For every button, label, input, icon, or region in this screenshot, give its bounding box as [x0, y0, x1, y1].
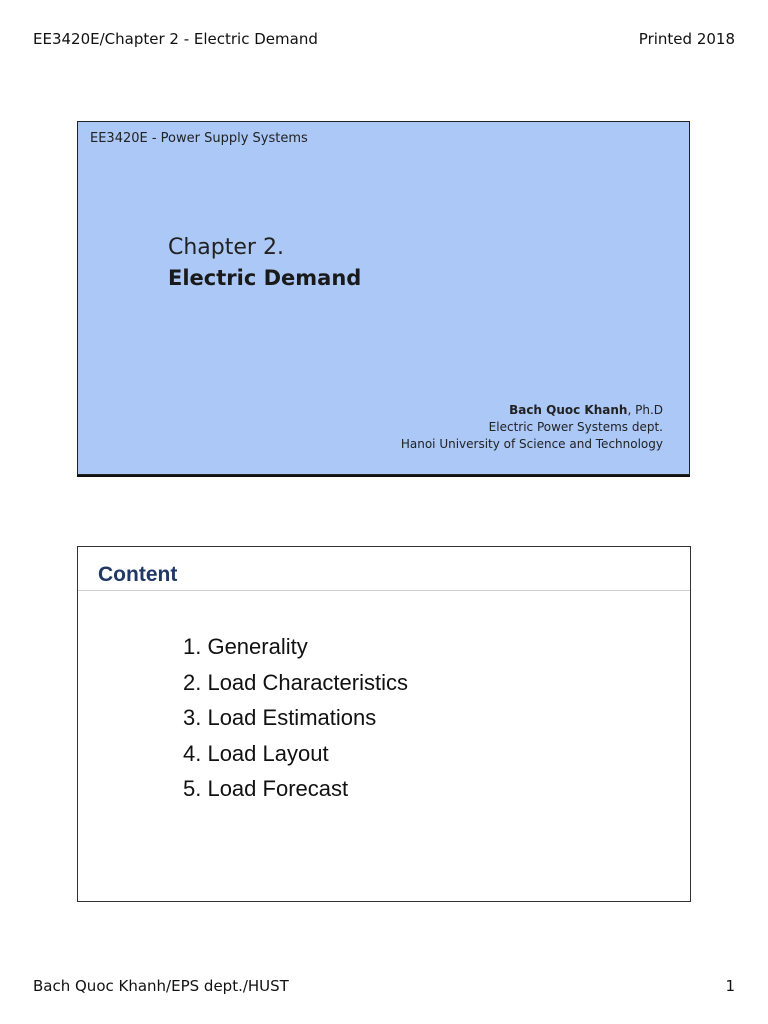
page-header-title: EE3420E/Chapter 2 - Electric Demand: [33, 30, 318, 48]
author-university: Hanoi University of Science and Technology: [400, 437, 663, 451]
list-item: 2. Load Characteristics: [183, 669, 408, 695]
list-item: 3. Load Estimations: [183, 705, 377, 730]
course-name: EE3420E - Power Supply Systems: [90, 131, 308, 146]
list-item: 5. Load Forecast: [183, 776, 349, 801]
author-line: [401, 402, 663, 419]
content-slide: [77, 546, 691, 902]
chapter-title: Electric Demand: [168, 266, 362, 290]
list-item: 1. Generality: [183, 634, 308, 659]
page-header-printed: Printed 2018: [638, 30, 735, 48]
page-footer-author: Bach Quoc Khanh/EPS dept./HUST: [33, 977, 289, 995]
author-department: Electric Power Systems dept.: [488, 420, 663, 434]
content-heading: Content: [98, 563, 178, 586]
author-block: [401, 402, 663, 453]
page-number: 1: [725, 977, 735, 995]
content-list: [183, 633, 408, 811]
chapter-number: Chapter 2.: [168, 235, 284, 260]
title-slide: [77, 121, 690, 475]
heading-divider: [78, 590, 690, 591]
author-name: Bach Quoc Khanh: [509, 403, 628, 417]
author-degree: , Ph.D: [627, 403, 663, 417]
list-item: 4. Load Layout: [183, 740, 329, 766]
